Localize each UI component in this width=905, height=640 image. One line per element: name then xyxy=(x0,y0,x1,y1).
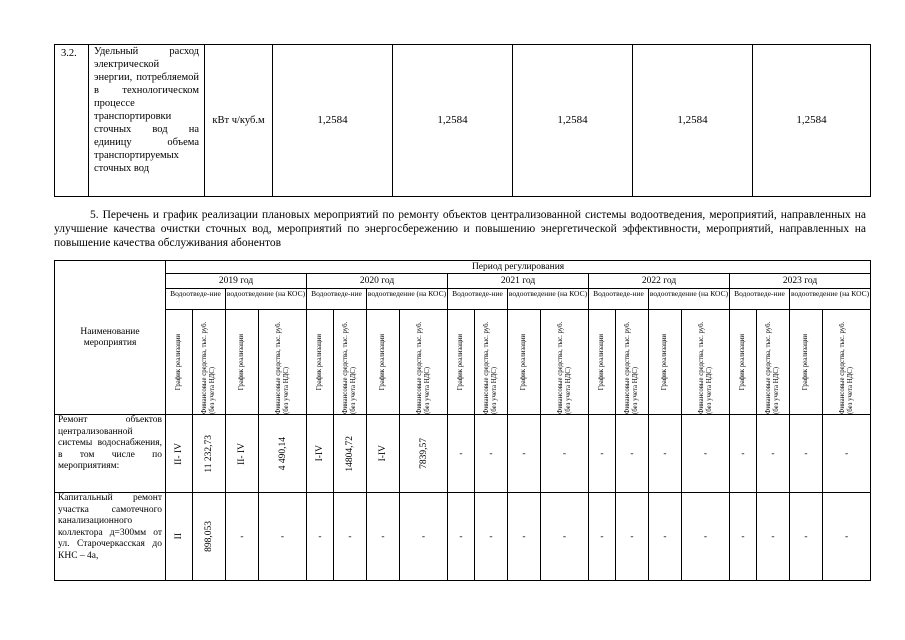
cell-value: - xyxy=(741,531,745,542)
cell-value: - xyxy=(240,531,244,542)
col-header-finance: Финансовые средства, тыс. руб. (без учета НДС) xyxy=(475,310,508,415)
measure-name: Капитальный ремонт участка самотечного канализационного коллектора д=300мм от ул. Старочеркасская до КНС – 4а, xyxy=(55,493,166,581)
schedule-cell xyxy=(367,493,400,581)
finance-cell xyxy=(616,415,649,493)
schedule-cell xyxy=(166,493,193,581)
year-header: 2022 год xyxy=(589,274,730,289)
col-header-schedule: График реализации xyxy=(508,310,541,415)
finance-cell xyxy=(259,493,307,581)
sub-header-left: Водоотведе-ние xyxy=(166,289,226,310)
finance-cell xyxy=(616,493,649,581)
cell-value: - xyxy=(562,448,567,459)
cell-value: - xyxy=(804,448,808,459)
col-header-schedule: График реализации xyxy=(307,310,334,415)
cell-value: - xyxy=(522,448,526,459)
col-header-schedule: График реализации xyxy=(166,310,193,415)
cell-value: - xyxy=(600,531,604,542)
schedule-cell xyxy=(226,415,259,493)
indicator-unit: кВт ч/куб.м xyxy=(205,45,273,197)
sub-header-left: Водоотведе-ние xyxy=(448,289,508,310)
cell-value: II xyxy=(174,533,184,540)
table-row xyxy=(55,493,871,581)
schedule-cell xyxy=(649,415,682,493)
measure-name: Ремонт объектов централизованной системы водоснабжения, в том числе по мероприятиям: xyxy=(55,415,166,493)
col-header-finance: Финансовые средства, тыс. руб. (без учета НДС) xyxy=(259,310,307,415)
finance-cell xyxy=(334,415,367,493)
finance-cell xyxy=(541,493,589,581)
year-header: 2023 год xyxy=(730,274,871,289)
cell-value: - xyxy=(771,531,775,542)
col-header-finance: Финансовые средства, тыс. руб. (без учета НДС) xyxy=(823,310,871,415)
col-header-schedule: График реализации xyxy=(790,310,823,415)
col-header-schedule: График реализации xyxy=(589,310,616,415)
col-header-finance: Финансовые средства, тыс. руб. (без учета НДС) xyxy=(193,310,226,415)
schedule-cell xyxy=(589,415,616,493)
section-caption: 5. Перечень и график реализации плановых мероприятий по ремонту объектов централизованной системы водоотведения, мероприятий, направленных на улучшение качества очистки сточных вод, мероприятий по энергосбережению и повышению энергетической эффективности, мероприятий, направленных на повышение качества обслуживания абонентов xyxy=(54,209,866,249)
schedule-cell xyxy=(307,493,334,581)
cell-value: - xyxy=(771,448,775,459)
sub-header-left: Водоотведе-ние xyxy=(589,289,649,310)
cell-value: - xyxy=(459,531,463,542)
col-header-finance: Финансовые средства, тыс. руб. (без учета НДС) xyxy=(757,310,790,415)
cell-value: - xyxy=(630,448,634,459)
finance-cell xyxy=(682,493,730,581)
schedule-cell xyxy=(508,493,541,581)
cell-value: - xyxy=(663,531,667,542)
finance-cell xyxy=(682,415,730,493)
finance-cell xyxy=(475,493,508,581)
finance-cell xyxy=(334,493,367,581)
name-header: Наименование мероприятия xyxy=(55,261,166,415)
cell-value: - xyxy=(489,448,493,459)
cell-value: - xyxy=(522,531,526,542)
sub-header-right: водоотведение (на КОС) xyxy=(367,289,448,310)
finance-cell xyxy=(541,415,589,493)
col-header-schedule: График реализации xyxy=(367,310,400,415)
schedule-cell xyxy=(448,415,475,493)
schedule-table xyxy=(54,260,871,581)
indicator-value: 1,2584 xyxy=(633,45,753,197)
indicator-value: 1,2584 xyxy=(753,45,871,197)
finance-cell xyxy=(823,493,871,581)
cell-value: - xyxy=(703,531,708,542)
cell-value: - xyxy=(348,531,352,542)
indicator-value: 1,2584 xyxy=(393,45,513,197)
schedule-cell xyxy=(226,493,259,581)
cell-value: 11 232,73 xyxy=(204,434,214,473)
cell-value: - xyxy=(804,531,808,542)
cell-value: - xyxy=(844,448,849,459)
cell-value: - xyxy=(489,531,493,542)
finance-cell xyxy=(757,415,790,493)
cell-value: - xyxy=(630,531,634,542)
cell-value: I-IV xyxy=(378,445,388,462)
schedule-cell xyxy=(730,493,757,581)
cell-value: - xyxy=(844,531,849,542)
cell-value: - xyxy=(381,531,385,542)
col-header-finance: Финансовые средства, тыс. руб. (без учета НДС) xyxy=(682,310,730,415)
cell-value: - xyxy=(459,448,463,459)
schedule-cell xyxy=(649,493,682,581)
schedule-cell xyxy=(448,493,475,581)
finance-cell xyxy=(259,415,307,493)
period-header: Период регулирования xyxy=(166,261,871,274)
cell-value: II- IV xyxy=(237,442,247,465)
cell-value: - xyxy=(318,531,322,542)
finance-cell xyxy=(757,493,790,581)
col-header-schedule: График реализации xyxy=(448,310,475,415)
finance-cell xyxy=(400,415,448,493)
table-row xyxy=(55,415,871,493)
year-header: 2019 год xyxy=(166,274,307,289)
row-number: 3.2. xyxy=(55,45,89,197)
cell-value: II- IV xyxy=(174,442,184,465)
sub-header-right: водоотведение (на КОС) xyxy=(649,289,730,310)
cell-value: - xyxy=(703,448,708,459)
col-header-schedule: График реализации xyxy=(226,310,259,415)
schedule-cell xyxy=(589,493,616,581)
cell-value: - xyxy=(562,531,567,542)
col-header-finance: Финансовые средства, тыс. руб. (без учета НДС) xyxy=(541,310,589,415)
indicator-value: 1,2584 xyxy=(273,45,393,197)
indicator-value: 1,2584 xyxy=(513,45,633,197)
cell-value: 7839,57 xyxy=(418,438,429,469)
year-header: 2020 год xyxy=(307,274,448,289)
col-header-schedule: График реализации xyxy=(649,310,682,415)
cell-value: - xyxy=(421,531,426,542)
sub-header-right: водоотведение (на КОС) xyxy=(508,289,589,310)
cell-value: - xyxy=(600,448,604,459)
schedule-cell xyxy=(730,415,757,493)
top-indicator-table xyxy=(54,44,871,197)
sub-header-right: водоотведение (на КОС) xyxy=(226,289,307,310)
cell-value: 14804,72 xyxy=(345,435,355,472)
cell-value: 4 490,14 xyxy=(277,436,288,471)
sub-header-right: водоотведение (на КОС) xyxy=(790,289,871,310)
col-header-schedule: График реализации xyxy=(730,310,757,415)
sub-header-left: Водоотведе-ние xyxy=(730,289,790,310)
schedule-cell xyxy=(790,415,823,493)
schedule-cell xyxy=(790,493,823,581)
cell-value: - xyxy=(280,531,285,542)
cell-value: I-IV xyxy=(315,445,325,462)
finance-cell xyxy=(823,415,871,493)
year-header: 2021 год xyxy=(448,274,589,289)
cell-value: 898,053 xyxy=(204,521,214,552)
indicator-description: Удельный расход электрической энергии, потребляемой в технологическом процессе транспортировки сточных вод на единицу объема транспортируемых сточных вод xyxy=(89,45,205,197)
col-header-finance: Финансовые средства, тыс. руб. (без учета НДС) xyxy=(616,310,649,415)
schedule-cell xyxy=(166,415,193,493)
cell-value: - xyxy=(741,448,745,459)
finance-cell xyxy=(400,493,448,581)
sub-header-left: Водоотведе-ние xyxy=(307,289,367,310)
finance-cell xyxy=(475,415,508,493)
schedule-cell xyxy=(307,415,334,493)
schedule-cell xyxy=(508,415,541,493)
finance-cell xyxy=(193,493,226,581)
cell-value: - xyxy=(663,448,667,459)
col-header-finance: Финансовые средства, тыс. руб. (без учета НДС) xyxy=(334,310,367,415)
schedule-cell xyxy=(367,415,400,493)
finance-cell xyxy=(193,415,226,493)
col-header-finance: Финансовые средства, тыс. руб. (без учета НДС) xyxy=(400,310,448,415)
